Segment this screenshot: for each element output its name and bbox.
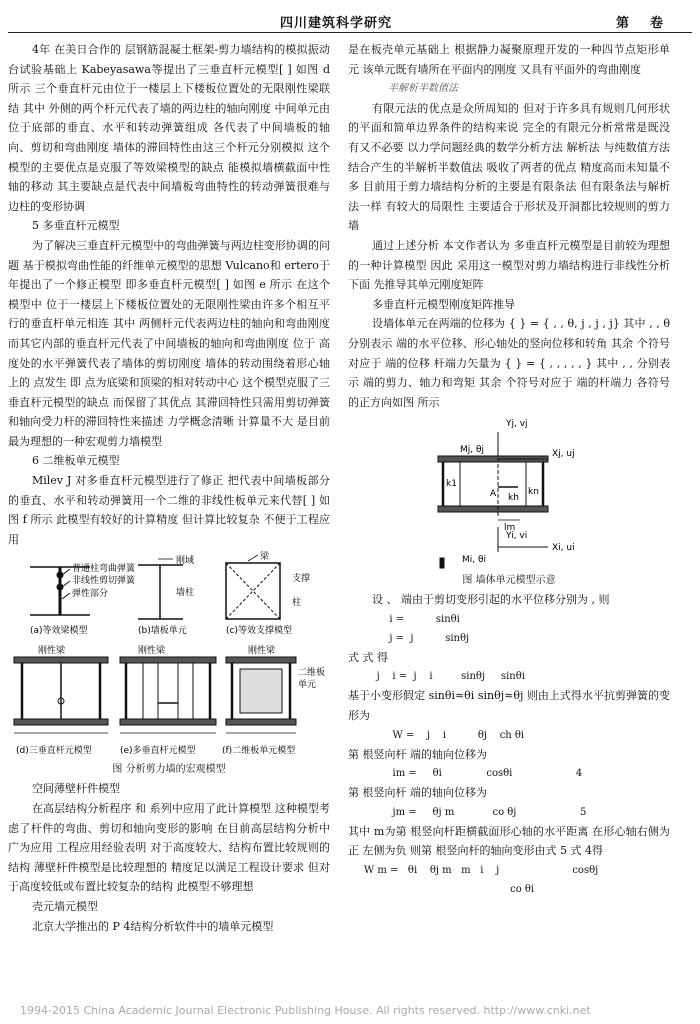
page-header xyxy=(10,10,690,32)
figure-d xyxy=(14,657,108,733)
label-shear-spring: 非线性剪切弹簧 xyxy=(72,576,136,587)
figure-macro-models xyxy=(8,551,330,761)
section-heading-8: 壳元墙元模型 xyxy=(32,900,98,913)
equation-2: j = j sinθj xyxy=(348,632,470,644)
volume-label-b: 卷 xyxy=(650,16,664,31)
figure-c xyxy=(226,555,280,619)
label-rigid-beam-e: 刚性梁 xyxy=(138,646,166,657)
copyright-footer: 1994-2015 China Academic Journal Electronic Publishing House. All rights reserved. http://www.cnki.net xyxy=(20,1004,591,1017)
text-axial-j: 第 根竖向杆 端的轴向位移为 xyxy=(348,786,487,800)
equation-3: j i = j i sinθj sinθi xyxy=(348,671,525,683)
figure-wall-element xyxy=(348,412,670,572)
label-yj: Yj, vj xyxy=(506,419,528,430)
label-kn: kn xyxy=(528,487,539,498)
right-column xyxy=(348,40,670,899)
equation-5: im = θi cosθi 4 xyxy=(348,768,583,780)
label-yi: Yi, vi xyxy=(506,531,528,542)
label-point-a: A xyxy=(490,489,497,500)
label-brace: 支撑 xyxy=(292,574,311,585)
text-axial-i: 第 根竖向杆 端的轴向位移为 xyxy=(348,747,487,761)
equation-8: co θi xyxy=(348,884,535,896)
label-element: 单元 xyxy=(298,680,317,691)
header-rule xyxy=(8,32,692,33)
label-rigid-beam-d: 刚性梁 xyxy=(38,646,66,657)
paragraph-three-vertical: 4年 在美日合作的 层钢筋混凝土框架-剪力墙结构的模拟振动台试验基础上 Kabeyasawa等提出了三垂直杆元模型[ ] 如图 d 所示 三个垂直杆元由位于一楼层上下楼板位置处的无限刚性梁联结 其中 外侧的两个杆元代表了墙的两边柱的轴向刚度 中间单元由位于底部的垂直、水平和转动弹簧组成 各代表了中间墙板的轴向、剪切和弯曲刚度 墙体的滞回特性由这三个杆元分别模拟 这个模型的主要优点是克服了等效梁模型的缺点 能模拟墙横截面中性轴的移动 其主要缺点是代表中间墙板弯曲特性的转动弹簧很难与边柱的变形协调 xyxy=(8,43,330,213)
caption-c: (c)等效支撑模型 xyxy=(226,626,292,637)
caption-b: (b)墙板单元 xyxy=(138,626,187,637)
label-elastic-part: 弹性部分 xyxy=(72,589,109,600)
caption-e: (e)多垂直杆元模型 xyxy=(120,746,196,757)
label-mi: Mi, θi xyxy=(462,555,486,566)
label-xi: Xi, ui xyxy=(552,543,575,554)
equation-6: jm = θj m co θj 5 xyxy=(348,806,587,818)
label-column: 柱 xyxy=(292,598,302,609)
label-mj: Mj, θj xyxy=(460,445,484,456)
paragraph-small-deformation: 基于小变形假定 sinθi≈θi sinθj≈θj 则由上式得水平抗剪弹簧的变形为 xyxy=(348,689,670,723)
label-beam: 梁 xyxy=(260,552,270,563)
label-kh: kh xyxy=(508,493,519,504)
paragraph-displacements: 设墙体单元在两端的位移为 { } = { , , θ, j , j , j} 其中 , , θ 分别表示 端的水平位移、形心轴处的竖向位移和转角 其余 个符号对应于 端的位移 杆端力矢量为 { } = { , , , , , } 其中 , , 分别表示 端的剪力、轴力和弯矩 其余 个符号对应于 端的杆端力 各符号的正方向如图 所示 xyxy=(348,317,670,409)
figure-e xyxy=(120,657,216,733)
paragraph-shear-displacement: 设 、 端由于剪切变形引起的水平位移分别为 , 则 xyxy=(372,593,610,607)
text-from-equations: 式 式 得 xyxy=(348,650,388,664)
caption-f: (f)二维板单元模型 xyxy=(222,746,296,757)
paragraph-semi-analytic: 有限元法的优点是众所周知的 但对于许多具有规则几何形状的平面和简单边界条件的结构来说 完全的有限元分析常常是既没有又不必要 以力学问题经典的数学分析方法 解析法 与纯数值方法结合产生的半解析半数值法 吸收了两者的优点 精度高而未知量不多 目前用于剪力墙结构分析的主要是有限条法 但有限条法与解析法一样 有较大的局限性 主要适合于形状及开洞都比较规则的剪力墙 xyxy=(348,101,670,233)
paragraph-conclusion: 通过上述分析 本文作者认为 多垂直杆元模型是目前较为理想的一种计算模型 因此 采用这一模型对剪力墙结构进行非线性分析 下面 先推导其单元刚度矩阵 xyxy=(348,238,670,292)
label-wall-column: 墙柱 xyxy=(176,588,195,599)
label-bending-spring: 普通柱弯曲弹簧 xyxy=(72,564,136,575)
section-heading-6: 6 二维板单元模型 xyxy=(32,454,120,468)
equation-7: W m = θi θj m m i j cosθj xyxy=(348,865,599,877)
label-xj: Xj, uj xyxy=(552,449,575,460)
section-heading-7: 空间薄壁杆件模型 xyxy=(32,782,120,796)
label-k1: k1 xyxy=(446,479,457,490)
paragraph-pkpm: 北京大学推出的 P 4结构分析软件中的墙单元模型 xyxy=(32,919,274,933)
label-2d-plate: 二维板 xyxy=(298,668,326,679)
volume-label-a: 第 xyxy=(616,16,630,31)
paragraph-shell-element: 是在板壳单元基础上 根据静力凝聚原理开发的一种四节点矩形单元 该单元既有墙所在平面内的刚度 又具有平面外的弯曲刚度 xyxy=(348,43,670,76)
paragraph-multi-vertical: 为了解决三垂直杆元模型中的弯曲弹簧与两边柱变形协调的问题 基于模拟弯曲性能的纤维单元模型的思想 Vulcano和 ertero于 年提出了一个修正模型 即多垂直杆元模型[ ] 如图 e 所示 在这个模型中 位于一楼层上下楼板位置处的无限刚性梁由许多个相互平行的垂直杆单元相连 其中 两侧杆元代表两边柱的轴向和弯曲刚度 而其它内部的垂直杆元代表了中间墙板的轴向和弯曲刚度 位于 高度处的水平弹簧代表了墙体的剪切刚度 墙体的转动围绕着形心轴上的 点发生 即 点为底梁和顶梁的相对转动中心 这个模型克服了三垂直杆元模型的缺点 而保留了其优点 其滞回特性只需用剪切弹簧和轴向受力杆的滞回特性来描述 力学概念清晰 计算量不大 是目前最为理想的一种宏观剪力墙模型 xyxy=(8,238,330,448)
section-heading-9: 半解析半数值法 xyxy=(388,83,458,95)
paragraph-lm-definition: 其中 m为第 根竖向杆距横截面形心轴的水平距离 在形心轴右侧为正 左侧为负 则第 根竖向杆的轴向变形由式 5 式 4得 xyxy=(348,824,670,858)
journal-title: 四川建筑科学研究 xyxy=(280,16,393,31)
section-heading-10: 多垂直杆元模型刚度矩阵推导 xyxy=(372,297,515,311)
equation-1: i = sinθi xyxy=(348,613,460,625)
figure-f xyxy=(226,657,296,733)
caption-a: (a)等效梁模型 xyxy=(30,626,88,637)
paragraph-thin-wall: 在高层结构分析程序 和 系列中应用了此计算模型 这种模型考虑了杆件的弯曲、剪切和轴向变形的影响 在目前高层结构分析中广为应用 工程应用经验表明 对于高度较大、结构布置比较规则的结构 薄壁杆件模型是比较理想的 精度足以满足工程设计要求 但对于高度较低或布置比较复杂的结构 此模型不够理想 xyxy=(8,802,330,894)
label-rigid-beam-f: 刚性梁 xyxy=(248,646,276,657)
caption-d: (d)三垂直杆元模型 xyxy=(16,746,92,757)
paragraph-2d-plate: Milev J 对多垂直杆元模型进行了修正 把代表中间墙板部分的垂直、水平和转动弹簧用一个二维的非线性板单元来代替[ ] 如图 f 所示 此模型有较好的计算精度 但计算比较复杂 不便于工程应用 xyxy=(8,474,330,546)
left-column xyxy=(8,40,330,936)
label-lm: lm xyxy=(504,523,516,534)
equation-4: W = j i θj ch θi xyxy=(348,729,525,741)
label-rigid-zone: 刚域 xyxy=(176,556,195,567)
figure-2-caption: 图 墙体单元模型示意 xyxy=(462,575,556,587)
section-heading-5: 5 多垂直杆元模型 xyxy=(32,219,120,233)
figure-1-caption: 图 分析剪力墙的宏观模型 xyxy=(112,764,226,776)
